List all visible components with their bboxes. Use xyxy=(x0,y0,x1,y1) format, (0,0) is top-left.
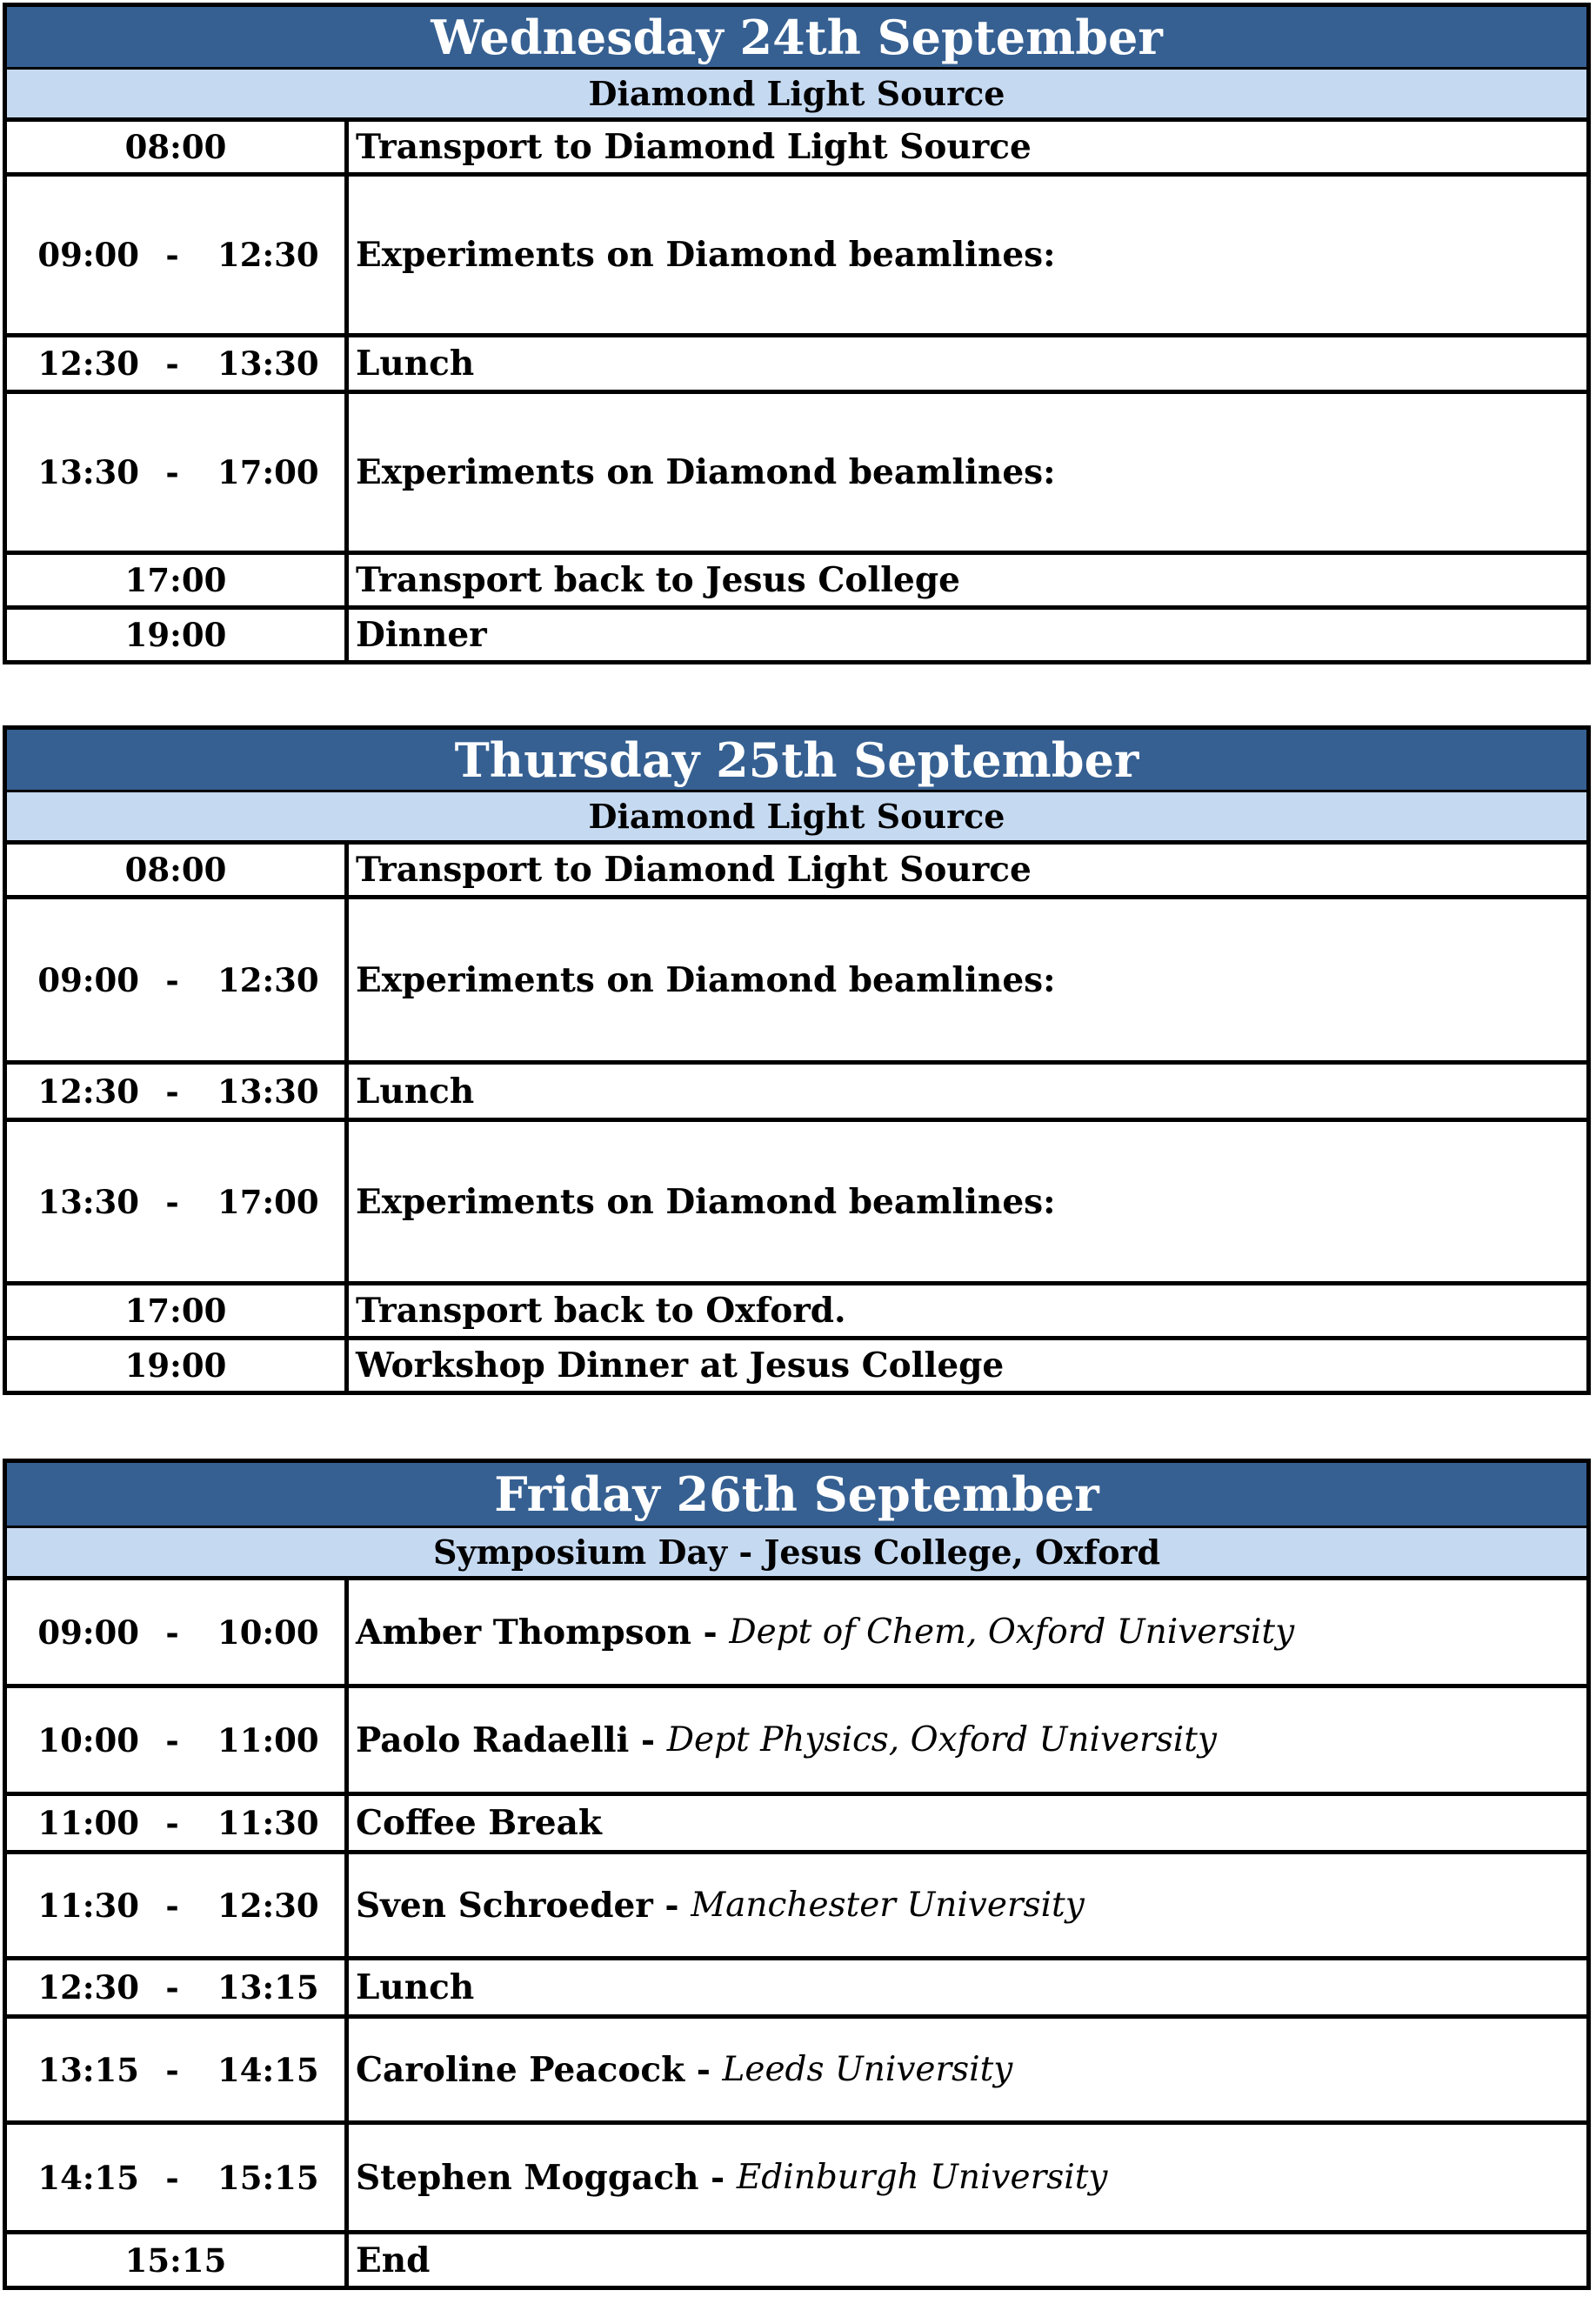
day-location: Diamond Light Source xyxy=(3,792,1591,845)
time-end: 17:00 xyxy=(217,1182,319,1221)
event-title: Transport back to Jesus College xyxy=(356,560,960,600)
time-single: 08:00 xyxy=(124,851,227,889)
separator: - xyxy=(652,1885,691,1926)
time-start: 11:00 xyxy=(37,1804,139,1842)
time-cell xyxy=(7,1340,349,1391)
event-cell xyxy=(349,1854,1586,1956)
time-end: 13:30 xyxy=(217,344,319,383)
time-start: 12:30 xyxy=(37,1968,139,2007)
time-end: 12:30 xyxy=(217,236,319,274)
time-dash: - xyxy=(165,2158,179,2197)
event-title: Dinner xyxy=(356,615,487,655)
event-cell xyxy=(349,2019,1586,2120)
event-title: Lunch xyxy=(356,1967,475,2007)
speaker-affiliation: Edinburgh University xyxy=(736,2158,1108,2197)
time-cell xyxy=(7,1285,349,1336)
event-cell xyxy=(349,1796,1586,1850)
time-cell xyxy=(7,1122,349,1281)
speaker-name: Sven Schroeder xyxy=(356,1885,653,1926)
speaker-name: Stephen Moggach xyxy=(356,2157,699,2198)
time-cell xyxy=(7,899,349,1060)
time-single: 19:00 xyxy=(124,1346,227,1385)
time-cell xyxy=(7,1065,349,1118)
time-end: 13:30 xyxy=(217,1072,319,1111)
event-title: Workshop Dinner at Jesus College xyxy=(356,1345,1005,1386)
day-title: Wednesday 24th September xyxy=(3,3,1591,70)
schedule-row xyxy=(3,1688,1591,1796)
speaker-affiliation: Dept of Chem, Oxford University xyxy=(729,1613,1295,1652)
event-cell xyxy=(349,845,1586,895)
schedule-row xyxy=(3,1122,1591,1285)
event-cell xyxy=(349,177,1586,333)
event-cell xyxy=(349,122,1586,172)
time-dash: - xyxy=(165,1804,179,1842)
event-title: Transport back to Oxford. xyxy=(356,1291,846,1331)
time-end: 15:15 xyxy=(217,2158,319,2197)
time-start: 09:00 xyxy=(37,1613,139,1652)
schedule-row xyxy=(3,1580,1591,1688)
time-end: 17:00 xyxy=(217,453,319,491)
day-wednesday-table xyxy=(3,3,1591,664)
event-cell xyxy=(349,2125,1586,2230)
separator: - xyxy=(698,2157,737,2198)
time-dash: - xyxy=(165,960,179,999)
speaker-name: Paolo Radaelli xyxy=(356,1719,630,1760)
day-thursday-table xyxy=(3,725,1591,1395)
schedule-row xyxy=(3,1796,1591,1854)
speaker-name: Caroline Peacock xyxy=(356,2049,685,2090)
schedule-row xyxy=(3,2125,1591,2234)
schedule-row xyxy=(3,1065,1591,1122)
event-cell xyxy=(349,899,1586,1060)
time-start: 13:15 xyxy=(37,2050,139,2089)
time-end: 13:15 xyxy=(217,1968,319,2007)
schedule-row xyxy=(3,2234,1591,2290)
time-cell xyxy=(7,555,349,605)
speaker-affiliation: Manchester University xyxy=(691,1886,1085,1925)
time-cell xyxy=(7,1796,349,1850)
time-single: 08:00 xyxy=(124,128,227,166)
time-cell xyxy=(7,122,349,172)
day-title: Thursday 25th September xyxy=(3,725,1591,792)
event-title: Transport to Diamond Light Source xyxy=(356,850,1032,890)
event-title: End xyxy=(356,2240,431,2280)
day-location: Symposium Day - Jesus College, Oxford xyxy=(3,1528,1591,1580)
time-single: 17:00 xyxy=(124,561,227,599)
time-dash: - xyxy=(165,344,179,383)
time-cell xyxy=(7,2125,349,2230)
event-cell xyxy=(349,1688,1586,1792)
time-dash: - xyxy=(165,236,179,274)
day-title: Friday 26th September xyxy=(3,1459,1591,1528)
time-start: 09:00 xyxy=(37,960,139,999)
event-title: Lunch xyxy=(356,1071,475,1112)
time-start: 12:30 xyxy=(37,1072,139,1111)
schedule-row xyxy=(3,610,1591,664)
time-end: 12:30 xyxy=(217,960,319,999)
schedule-row xyxy=(3,1854,1591,1960)
separator: - xyxy=(684,2049,723,2090)
event-title: Lunch xyxy=(356,344,475,384)
time-cell xyxy=(7,1580,349,1684)
time-cell xyxy=(7,177,349,333)
time-cell xyxy=(7,337,349,390)
speaker-name: Amber Thompson xyxy=(356,1612,691,1653)
event-cell xyxy=(349,337,1586,390)
time-single: 17:00 xyxy=(124,1292,227,1330)
schedule-row xyxy=(3,177,1591,337)
time-start: 11:30 xyxy=(37,1886,139,1925)
schedule-row xyxy=(3,394,1591,555)
time-dash: - xyxy=(165,1968,179,2007)
time-cell xyxy=(7,394,349,551)
time-dash: - xyxy=(165,1072,179,1111)
time-end: 11:00 xyxy=(217,1720,319,1759)
time-dash: - xyxy=(165,1613,179,1652)
time-cell xyxy=(7,610,349,660)
time-end: 14:15 xyxy=(217,2050,319,2089)
event-cell xyxy=(349,1960,1586,2014)
day-friday-table xyxy=(3,1459,1591,2290)
event-title: Coffee Break xyxy=(356,1803,602,1843)
time-cell xyxy=(7,2019,349,2120)
time-start: 09:00 xyxy=(37,236,139,274)
separator: - xyxy=(691,1612,730,1653)
event-cell xyxy=(349,1580,1586,1684)
schedule-row xyxy=(3,555,1591,610)
schedule-row xyxy=(3,2019,1591,2125)
time-dash: - xyxy=(165,1886,179,1925)
event-cell xyxy=(349,610,1586,660)
schedule-row xyxy=(3,1960,1591,2019)
speaker-affiliation: Dept Physics, Oxford University xyxy=(666,1720,1217,1759)
time-dash: - xyxy=(165,1182,179,1221)
event-cell xyxy=(349,394,1586,551)
time-dash: - xyxy=(165,453,179,491)
time-end: 12:30 xyxy=(217,1886,319,1925)
event-cell xyxy=(349,1065,1586,1118)
event-title: Experiments on Diamond beamlines: xyxy=(356,959,1056,1000)
schedule-row xyxy=(3,122,1591,177)
day-location: Diamond Light Source xyxy=(3,70,1591,122)
event-title: Experiments on Diamond beamlines: xyxy=(356,1181,1056,1222)
time-dash: - xyxy=(165,1720,179,1759)
schedule-row xyxy=(3,1340,1591,1395)
schedule-row xyxy=(3,337,1591,394)
time-end: 10:00 xyxy=(217,1613,319,1652)
schedule-row xyxy=(3,899,1591,1065)
time-dash: - xyxy=(165,2050,179,2089)
schedule-row xyxy=(3,845,1591,899)
event-cell xyxy=(349,555,1586,605)
event-title: Transport to Diamond Light Source xyxy=(356,127,1032,167)
time-end: 11:30 xyxy=(217,1804,319,1842)
event-cell xyxy=(349,1122,1586,1281)
time-start: 13:30 xyxy=(37,1182,139,1221)
event-title: Experiments on Diamond beamlines: xyxy=(356,452,1056,492)
schedule-row xyxy=(3,1285,1591,1340)
speaker-affiliation: Leeds University xyxy=(722,2050,1013,2089)
time-start: 14:15 xyxy=(37,2158,139,2197)
time-cell xyxy=(7,1960,349,2014)
time-start: 12:30 xyxy=(37,344,139,383)
event-title: Experiments on Diamond beamlines: xyxy=(356,235,1056,275)
time-cell xyxy=(7,2234,349,2286)
event-cell xyxy=(349,2234,1586,2286)
event-cell xyxy=(349,1340,1586,1391)
time-cell xyxy=(7,845,349,895)
time-cell xyxy=(7,1688,349,1792)
time-start: 13:30 xyxy=(37,453,139,491)
time-single: 19:00 xyxy=(124,616,227,654)
time-start: 10:00 xyxy=(37,1720,139,1759)
event-cell xyxy=(349,1285,1586,1336)
separator: - xyxy=(629,1719,667,1760)
time-single: 15:15 xyxy=(124,2240,227,2280)
time-cell xyxy=(7,1854,349,1956)
